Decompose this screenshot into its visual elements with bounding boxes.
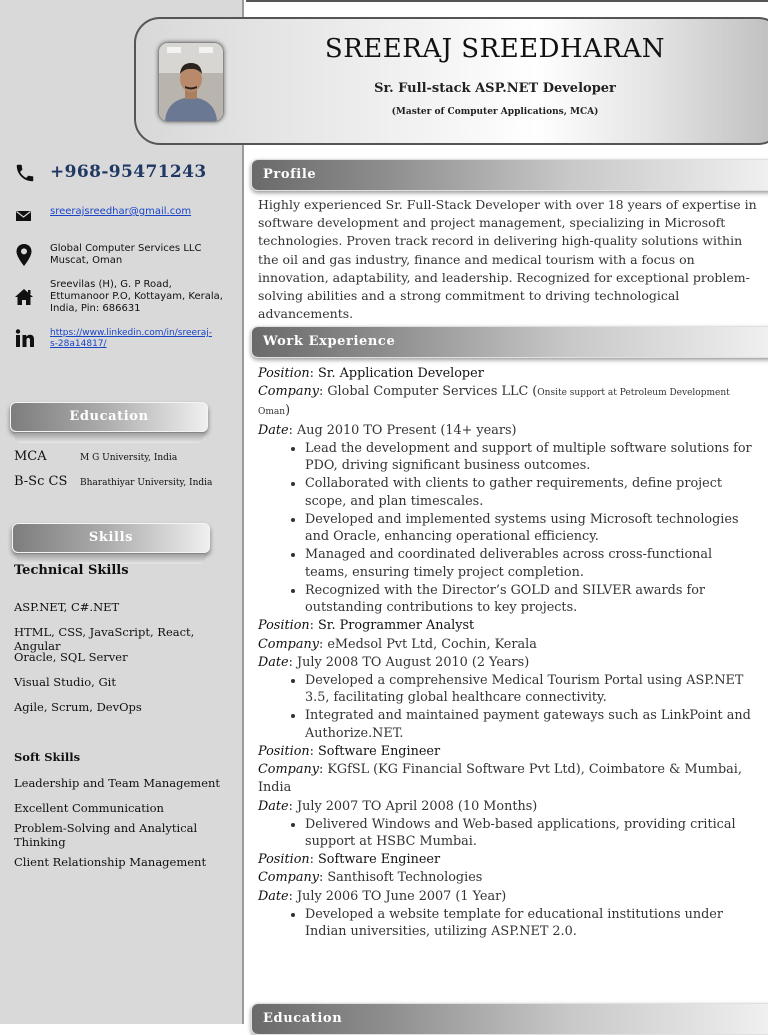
linkedin-link[interactable] bbox=[50, 328, 212, 350]
job-bullet: • Developed a comprehensive Medical Tourism Portal using ASP.NET 3.5, facilitating global healthcare connectivity. bbox=[305, 672, 758, 707]
sidebar-education-title: Education bbox=[69, 409, 149, 424]
job-position: Sr. Programmer Analyst bbox=[318, 618, 475, 634]
job-position-line: Position: Sr. Programmer Analyst bbox=[258, 618, 475, 634]
address-line-2: Ettumanoor P.O, Kottayam, Kerala, bbox=[50, 291, 223, 302]
company-close: ) bbox=[285, 403, 291, 419]
job-bullet: • Developed a website template for educational institutions under Indian universities, utilizing ASP.NET 2.0. bbox=[305, 906, 758, 941]
profile-summary: Highly experienced Sr. Full-Stack Developer with over 18 years of expertise in software development and project management, specializing in Microsoft technologies. Proven track record in delivering high-quality solutions within the oil and gas industry, finance and medical tourism with a focus on innovation, adaptability, and leadership. Recognized for exceptional problem-solving abilities and a strong commitment to driving technological advancements. bbox=[258, 197, 757, 322]
address-line-1: Sreevilas (H), G. P Road, bbox=[50, 279, 172, 290]
skill-item: ASP.NET, C#.NET bbox=[14, 600, 120, 614]
position-label: Position bbox=[258, 852, 310, 868]
linkedin-icon bbox=[14, 328, 36, 350]
education-row bbox=[14, 449, 177, 464]
job-date: Aug 2010 TO Present (14+ years) bbox=[297, 422, 517, 438]
job-bullets bbox=[258, 672, 758, 743]
job-company-line: Company: eMedsol Pvt Ltd, Cochin, Kerala bbox=[258, 636, 537, 652]
job-bullet: • Developed and implemented systems using Microsoft technologies and Oracle, enhancing operational efficiency. bbox=[305, 511, 758, 546]
banner-reflection bbox=[15, 433, 203, 443]
profile-section-heading: Profile bbox=[251, 159, 768, 191]
contact-employer bbox=[14, 243, 201, 267]
position-label: Position bbox=[258, 618, 310, 634]
skill-item: HTML, CSS, JavaScript, React, Angular bbox=[14, 625, 195, 653]
profile-photo bbox=[158, 42, 224, 122]
education-degree: B-Sc CS bbox=[14, 474, 68, 489]
position-label: Position bbox=[258, 743, 310, 759]
technical-skills-heading: Technical Skills bbox=[14, 563, 129, 578]
contact-linkedin bbox=[14, 328, 212, 350]
job-company-line: Company: Global Computer Services LLC (Onsite support at Petroleum Development Oman) bbox=[258, 384, 730, 419]
skills-heading bbox=[12, 523, 210, 553]
address-line-3: India, Pin: 686631 bbox=[50, 303, 141, 314]
education-section-heading: Education bbox=[251, 1003, 768, 1035]
education-degree: MCA bbox=[14, 449, 47, 464]
education-university: M G University, India bbox=[80, 453, 178, 463]
job-bullet: • Integrated and maintained payment gateways such as LinkPoint and Authorize.NET. bbox=[305, 707, 758, 742]
job-bullet: • Delivered Windows and Web-based applications, providing critical support at HSBC Mumbai. bbox=[305, 816, 758, 851]
contact-address bbox=[14, 279, 223, 315]
company-label: Company bbox=[258, 384, 319, 400]
sidebar bbox=[0, 0, 244, 1024]
job-date-line: Date: July 2007 TO April 2008 (10 Months) bbox=[258, 798, 538, 814]
skill-item: Visual Studio, Git bbox=[14, 675, 116, 689]
job-bullets bbox=[258, 440, 758, 617]
job-company-line: Company: Santhisoft Technologies bbox=[258, 870, 483, 886]
job-position: Sr. Application Developer bbox=[318, 366, 484, 381]
employer-location: Muscat, Oman bbox=[50, 255, 123, 266]
envelope-icon bbox=[14, 208, 36, 224]
job-bullet: • Collaborated with clients to gather requirements, define project scope, and plan timescales. bbox=[305, 475, 758, 510]
experience-section-heading: Work Experience bbox=[251, 326, 768, 358]
job-date-line: Date: Aug 2010 TO Present (14+ years) bbox=[258, 422, 517, 438]
job-date: July 2008 TO August 2010 (2 Years) bbox=[297, 654, 530, 670]
company-note: Onsite support at Petroleum Development Oman bbox=[258, 388, 730, 418]
skill-item: Leadership and Team Management bbox=[14, 776, 221, 790]
job-bullet: • Recognized with the Director’s GOLD and SILVER awards for outstanding contributions to key projects. bbox=[305, 582, 758, 617]
skill-item: Oracle, SQL Server bbox=[14, 650, 128, 664]
company-label: Company bbox=[258, 636, 319, 652]
contact-phone bbox=[14, 162, 207, 184]
job-company: Santhisoft Technologies bbox=[327, 870, 483, 886]
job-bullet: • Managed and coordinated deliverables across cross-functional teams, ensuring timely project completion. bbox=[305, 546, 758, 581]
page-top-rule bbox=[246, 0, 768, 2]
job-company: KGfSL (KG Financial Software Pvt Ltd), Coimbatore & Mumbai, India bbox=[258, 762, 742, 796]
job-position: Software Engineer bbox=[318, 852, 441, 868]
education-row bbox=[14, 474, 212, 489]
company-label: Company bbox=[258, 762, 319, 778]
job-company: eMedsol Pvt Ltd, Cochin, Kerala bbox=[327, 636, 537, 652]
job-position-line: Position: Sr. Application Developer bbox=[258, 366, 484, 381]
map-pin-icon bbox=[14, 243, 36, 265]
skill-item: Excellent Communication bbox=[14, 801, 164, 815]
experience-list bbox=[258, 365, 758, 941]
job-position-line: Position: Software Engineer bbox=[258, 743, 441, 759]
job-date-line: Date: July 2006 TO June 2007 (1 Year) bbox=[258, 888, 507, 904]
job-position-line: Position: Software Engineer bbox=[258, 852, 441, 868]
job-bullet: • Lead the development and support of multiple software solutions for PDO, driving significant business outcomes. bbox=[305, 440, 758, 475]
job-date: July 2007 TO April 2008 (10 Months) bbox=[297, 798, 538, 814]
degree-subtitle: (Master of Computer Applications, MCA) bbox=[391, 107, 599, 117]
company-label: Company bbox=[258, 870, 319, 886]
date-label: Date bbox=[258, 654, 289, 670]
employer-name: Global Computer Services LLC bbox=[50, 243, 202, 254]
job-company-line: Company: KGfSL (KG Financial Software Pvt Ltd), Coimbatore & Mumbai, India bbox=[258, 762, 742, 796]
job-title: Sr. Full-stack ASP.NET Developer bbox=[374, 81, 616, 96]
skills-title: Skills bbox=[88, 530, 134, 545]
skill-item: Agile, Scrum, DevOps bbox=[14, 700, 142, 714]
date-label: Date bbox=[258, 888, 289, 904]
soft-skills-heading: Soft Skills bbox=[14, 750, 81, 764]
job-date: July 2006 TO June 2007 (1 Year) bbox=[297, 888, 507, 904]
job-bullets bbox=[258, 906, 758, 941]
house-icon bbox=[14, 287, 36, 309]
linkedin-url-part-2: s-28a14817/ bbox=[50, 339, 107, 349]
phone-icon bbox=[14, 162, 36, 184]
education-university: Bharathiyar University, India bbox=[80, 478, 213, 488]
email-link[interactable]: sreerajsreedhar@gmail.com bbox=[50, 206, 192, 217]
job-company: Global Computer Services LLC ( bbox=[327, 384, 538, 400]
phone-number[interactable]: +968-95471243 bbox=[50, 162, 207, 182]
contact-email bbox=[14, 206, 191, 224]
linkedin-url-part-1: https://www.linkedin.com/in/sreeraj- bbox=[50, 328, 213, 338]
skill-item: Client Relationship Management bbox=[14, 855, 207, 869]
candidate-name: SREERAJ SREEDHARAN bbox=[324, 34, 666, 64]
job-bullets bbox=[258, 816, 758, 851]
skill-item: Problem-Solving and Analytical Thinking bbox=[14, 821, 198, 849]
position-label: Position bbox=[258, 366, 310, 381]
date-label: Date bbox=[258, 422, 289, 438]
job-date-line: Date: July 2008 TO August 2010 (2 Years) bbox=[258, 654, 530, 670]
sidebar-education-heading bbox=[10, 402, 208, 432]
date-label: Date bbox=[258, 798, 289, 814]
job-position: Software Engineer bbox=[318, 743, 441, 759]
